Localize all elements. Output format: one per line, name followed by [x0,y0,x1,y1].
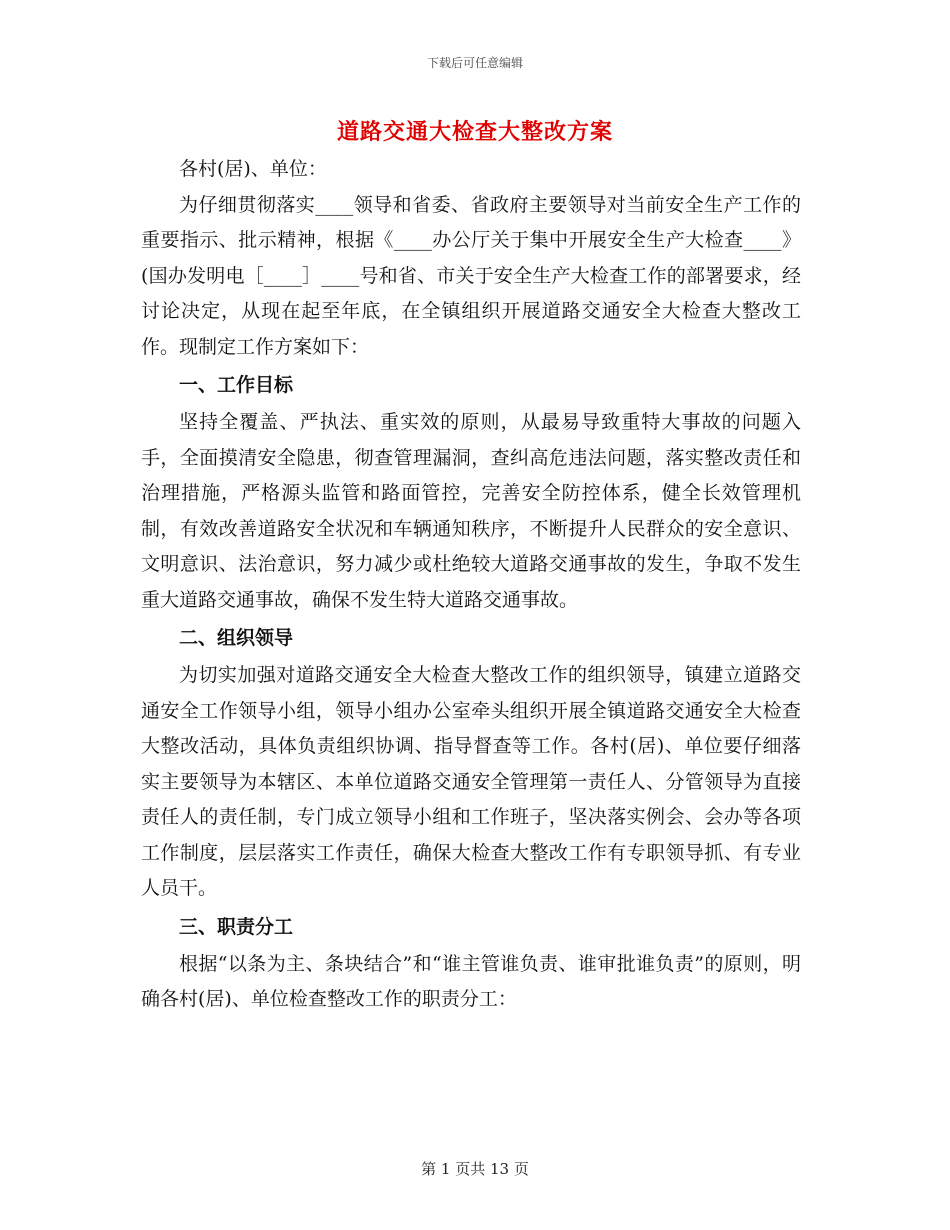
page-number: 第 1 页共 13 页 [421,1160,529,1178]
section-heading-duties: 三、职责分工 [179,915,294,938]
duties-paragraph: 根据“以条为主、条块结合”和“谁主管谁负责、谁审批谁负责”的原则，明确各村(居)、单位检查整改工作的职责分工： [141,952,801,1010]
salutation: 各村(居)、单位： [179,158,327,180]
organization-paragraph: 为切实加强对道路交通安全大检查大整改工作的组织领导，镇建立道路交通安全工作领导小组，领导小组办公室牵头组织开展全镇道路交通安全大检查大整改活动，具体负责组织协调、指导督查等工作。各村(居)、单位要仔细落实主要领导为本辖区、本单位道路交通安全管理第一责任人、分管领导为直接责任人的责任制，专门成立领导小组和工作班子，坚决落实例会、会办等各项工作制度，层层落实工作责任，确保大检查大整改工作有专职领导抓、有专业人员干。 [141,664,801,899]
section-heading-goals: 一、工作目标 [179,374,294,396]
goals-paragraph: 坚持全覆盖、严执法、重实效的原则，从最易导致重特大事故的问题入手，全面摸清安全隐患，彻查管理漏洞，查纠高危违法问题，落实整改责任和治理措施，严格源头监管和路面管控，完善安全防控体系，健全长效管理机制，有效改善道路安全状况和车辆通知秩序，不断提升人民群众的安全意识、文明意识、法治意识，努力减少或杜绝较大道路交通事故的发生，争取不发生重大道路交通事故，确保不发生特大道路交通事故。 [141,411,801,611]
section-heading-organization: 二、组织领导 [179,627,294,649]
document-body [141,152,801,1018]
header-note: 下载后可任意编辑 [426,56,523,70]
document-title: 道路交通大检查大整改方案 [336,119,613,145]
intro-paragraph: 为仔细贯彻落实____领导和省委、省政府主要领导对当前安全生产工作的重要指示、批示精神，根据《____办公厅关于集中开展安全生产大检查____》(国办发明电［____］____号和省、市关于安全生产大检查工作的部署要求，经讨论决定，从现在起至年底，在全镇组织开展道路交通安全大检查大整改工作。现制定工作方案如下： [141,193,801,358]
